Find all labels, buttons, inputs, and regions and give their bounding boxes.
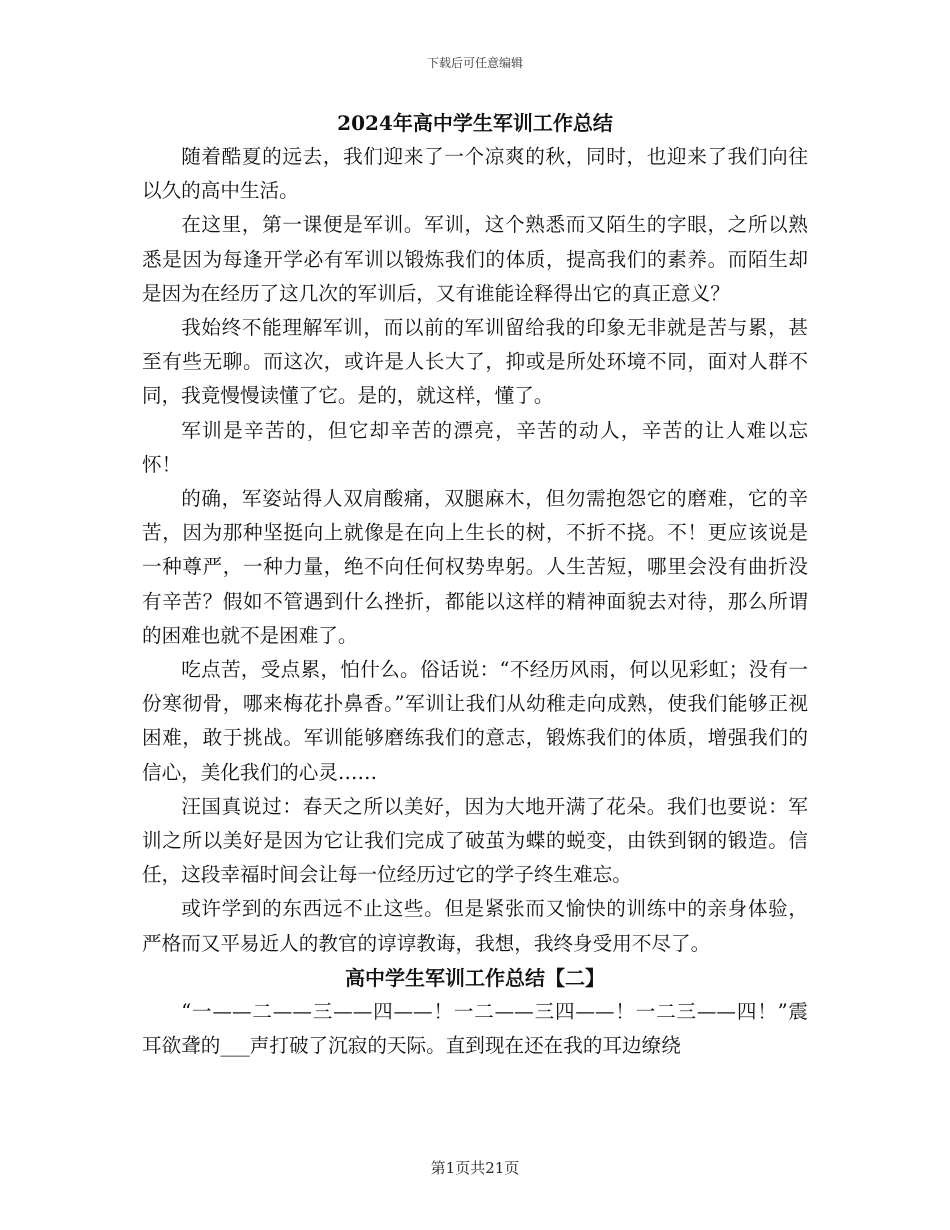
paragraph: 汪国真说过：春天之所以美好，因为大地开满了花朵。我们也要说：军训之所以美好是因为它让我们完成了破茧为蝶的蜕变，由铁到钢的锻造。信任，这段幸福时间会让每一位经历过它的学子终生难忘。 xyxy=(142,794,808,887)
document-title: 2024年高中学生军训工作总结 xyxy=(337,111,613,135)
page-header-note: 下载后可任意编辑 xyxy=(426,56,523,70)
paragraph: 吃点苦，受点累，怕什么。俗话说：“不经历风雨，何以见彩虹；没有一份寒彻骨，哪来梅花扑鼻香。”军训让我们从幼稚走向成熟，使我们能够正视困难，敢于挑战。军训能够磨练我们的意志，锻炼我们的体质，增强我们的信心，美化我们的心灵…… xyxy=(142,658,808,784)
page-number: 第1页共21页 xyxy=(430,1159,520,1177)
paragraph: 或许学到的东西远不止这些。但是紧张而又愉快的训练中的亲身体验，严格而又平易近人的教官的谆谆教诲，我想，我终身受用不尽了。 xyxy=(142,897,808,955)
paragraph: “一——二——三——四——！一二——三四——！一二三——四！”震耳欲聋的___声打破了沉寂的天际。直到现在还在我的耳边缭绕 xyxy=(142,999,808,1058)
document-body xyxy=(142,106,808,1063)
paragraph: 军训是辛苦的，但它却辛苦的漂亮，辛苦的动人，辛苦的让人难以忘怀！ xyxy=(142,418,808,476)
paragraph: 我始终不能理解军训，而以前的军训留给我的印象无非就是苦与累，甚至有些无聊。而这次，或许是人长大了，抑或是所处环境不同，面对人群不同，我竟慢慢读懂了它。是的，就这样，懂了。 xyxy=(142,316,808,408)
section-subtitle: 高中学生军训工作总结【二】 xyxy=(345,965,605,990)
paragraph: 的确，军姿站得人双肩酸痛，双腿麻木，但勿需抱怨它的磨难，它的辛苦，因为那种坚挺向上就像是在向上生长的树，不折不挠。不！更应该说是一种尊严，一种力量，绝不向任何权势卑躬。人生苦短，哪里会没有曲折没有辛苦？假如不管遇到什么挫折，都能以这样的精神面貌去对待，那么所谓的困难也就不是困难了。 xyxy=(142,487,808,647)
paragraph: 在这里，第一课便是军训。军训，这个熟悉而又陌生的字眼，之所以熟悉是因为每逢开学必有军训以锻炼我们的体质，提高我们的素养。而陌生却是因为在经历了这几次的军训后，又有谁能诠释得出它的真正意义？ xyxy=(142,213,808,305)
paragraph: 随着酷夏的远去，我们迎来了一个凉爽的秋，同时，也迎来了我们向往以久的高中生活。 xyxy=(142,145,808,203)
